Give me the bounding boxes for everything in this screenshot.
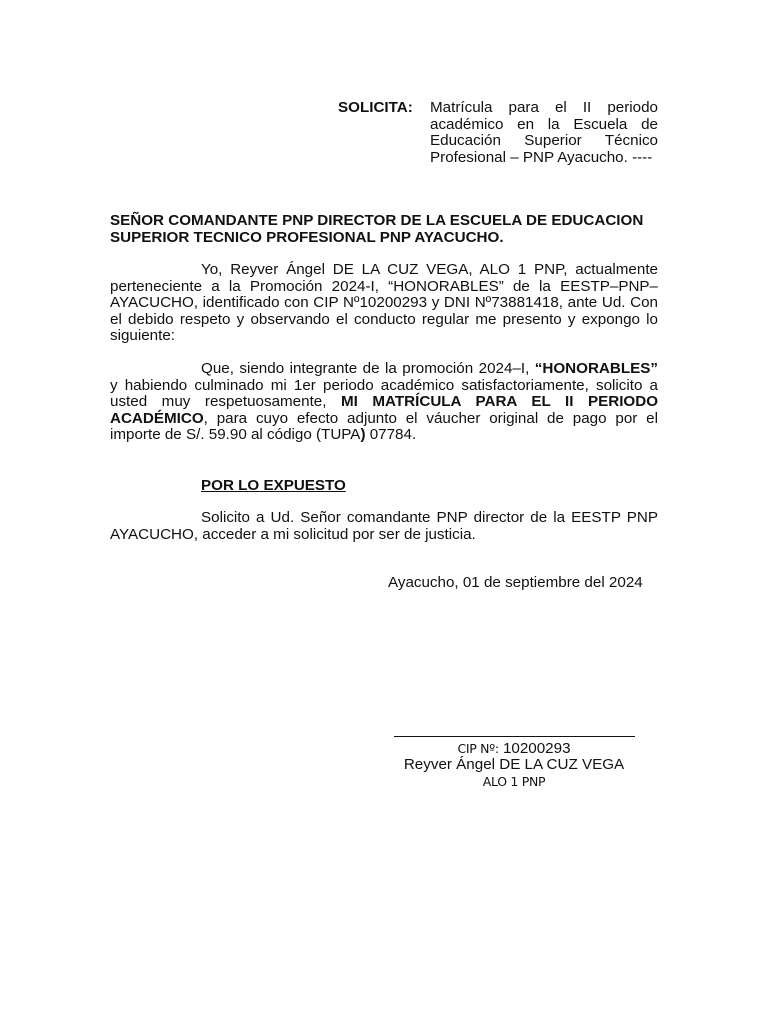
- signature-name: Reyver Ángel DE LA CUZ VEGA: [403, 756, 625, 773]
- paragraph-request-part1: Que, siendo integrante de la promoción 2024–I,: [201, 360, 535, 377]
- signature-rank: ALO 1 PNP: [482, 774, 546, 789]
- paragraph-request-part3: , para cuyo efecto adjunto el váucher original de pago por el importe de S/. 59.90 al código (TUPA: [110, 409, 658, 444]
- paren-bold: ): [360, 426, 366, 444]
- cip-number: 10200293: [498, 740, 571, 757]
- request-emphasis: MI MATRÍCULA PARA EL II PERIODO ACADÉMICO: [110, 393, 659, 427]
- signature-line: [394, 736, 635, 737]
- promotion-name: “HONORABLES”: [534, 360, 658, 377]
- cip-label: CIP Nº:: [457, 741, 499, 756]
- addressee-heading: SEÑOR COMANDANTE PNP DIRECTOR DE LA ESCUELA DE EDUCACION SUPERIOR TECNICO PROFESIONAL PNP AYACUCHO.: [110, 212, 644, 246]
- por-lo-expuesto-heading: POR LO EXPUESTO: [201, 477, 346, 494]
- paragraph-request-part4: 07784.: [365, 426, 417, 444]
- paragraph-introduction: [110, 262, 658, 345]
- paragraph-closing-text: Solicito a Ud. Señor comandante PNP director de la EESTP PNP AYACUCHO, acceder a mi solicitud por ser de justicia.: [110, 509, 658, 543]
- paragraph-closing: [110, 510, 658, 543]
- paragraph-request: [110, 361, 658, 444]
- date-line: Ayacucho, 01 de septiembre del 2024: [388, 574, 643, 591]
- paragraph-introduction-text: Yo, Reyver Ángel DE LA CUZ VEGA, ALO 1 PNP, actualmente perteneciente a la Promoción 2024-I, “HONORABLES” de la EESTP–PNP–AYACUCHO, identificado con CIP Nº10200293 y DNI Nº73881418, ante Ud. Con el debido respeto y observando el conducto regular me presento y expongo lo siguiente:: [110, 261, 658, 345]
- paragraph-request-part2: y habiendo culminado mi 1er periodo académico satisfactoriamente, solicito a usted muy respetuosamente,: [110, 376, 658, 411]
- solicita-text: Matrícula para el II periodo académico en la Escuela de Educación Superior Técnico Profesional – PNP Ayacucho. ----: [430, 99, 658, 166]
- solicita-label: SOLICITA:: [338, 99, 413, 116]
